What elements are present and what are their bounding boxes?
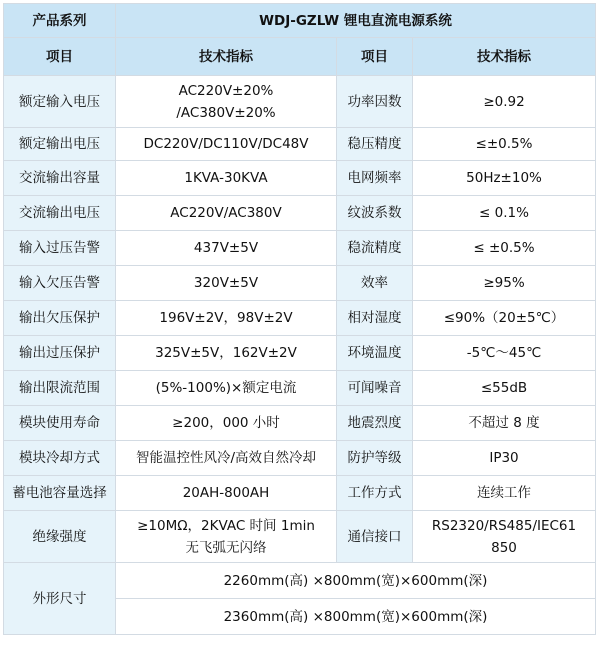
row-item2-label: 稳压精度 bbox=[337, 128, 413, 161]
table-row bbox=[4, 76, 596, 128]
row-spec2-value: -5℃～45℃ bbox=[413, 336, 596, 371]
row-item2-label: 防护等级 bbox=[337, 441, 413, 476]
row-item2-label: 稳流精度 bbox=[337, 231, 413, 266]
row-item-label: 模块使用寿命 bbox=[4, 406, 116, 441]
row-spec-value bbox=[116, 76, 337, 128]
row-spec-value: (5%-100%)×额定电流 bbox=[116, 371, 337, 406]
dimensions-label: 外形尺寸 bbox=[4, 563, 116, 635]
table-row bbox=[4, 196, 596, 231]
row-item-label: 输出限流范围 bbox=[4, 371, 116, 406]
row-spec-line-2: 无飞弧无闪络 bbox=[185, 539, 267, 556]
row-spec-line-2: /AC380V±20% bbox=[176, 104, 276, 121]
row-spec2-value: ≤ 0.1% bbox=[413, 196, 596, 231]
row-item2-label: 效率 bbox=[337, 266, 413, 301]
row-item2-label: 相对湿度 bbox=[337, 301, 413, 336]
row-spec-value: DC220V/DC110V/DC48V bbox=[116, 128, 337, 161]
table-row bbox=[4, 511, 596, 563]
dimensions-row-1 bbox=[4, 563, 596, 599]
table-row bbox=[4, 128, 596, 161]
row-spec2-value: 连续工作 bbox=[413, 476, 596, 511]
table-row bbox=[4, 266, 596, 301]
dimensions-value-2: 2360mm(高) ×800mm(宽)×600mm(深) bbox=[116, 599, 596, 635]
row-item2-label: 环境温度 bbox=[337, 336, 413, 371]
row-spec2-value: 50Hz±10% bbox=[413, 161, 596, 196]
row-spec-value: 325V±5V，162V±2V bbox=[116, 336, 337, 371]
row-spec2-value: ≤±0.5% bbox=[413, 128, 596, 161]
row-spec-value bbox=[116, 511, 337, 563]
table-row bbox=[4, 301, 596, 336]
row-spec-value: 20AH-800AH bbox=[116, 476, 337, 511]
row-spec-value: AC220V/AC380V bbox=[116, 196, 337, 231]
header-row-columns bbox=[4, 38, 596, 76]
row-spec2-value bbox=[413, 511, 596, 563]
row-item-label: 交流输出容量 bbox=[4, 161, 116, 196]
table-row bbox=[4, 371, 596, 406]
row-item-label: 蓄电池容量选择 bbox=[4, 476, 116, 511]
row-item-label: 绝缘强度 bbox=[4, 511, 116, 563]
row-item-label: 输入过压告警 bbox=[4, 231, 116, 266]
column-header-item-2: 项目 bbox=[337, 38, 413, 76]
row-spec2-line-1: RS2320/RS485/IEC61 bbox=[431, 517, 577, 534]
column-header-spec-2: 技术指标 bbox=[413, 38, 596, 76]
row-item-label: 额定输出电压 bbox=[4, 128, 116, 161]
row-spec-value: 1KVA-30KVA bbox=[116, 161, 337, 196]
row-item2-label: 地震烈度 bbox=[337, 406, 413, 441]
row-spec2-value: 不超过 8 度 bbox=[413, 406, 596, 441]
row-spec-value: 196V±2V，98V±2V bbox=[116, 301, 337, 336]
column-header-spec: 技术指标 bbox=[116, 38, 337, 76]
row-item-label: 输入欠压告警 bbox=[4, 266, 116, 301]
series-value: WDJ-GZLW 锂电直流电源系统 bbox=[116, 4, 596, 38]
row-spec2-value: IP30 bbox=[413, 441, 596, 476]
row-spec2-value: ≥95% bbox=[413, 266, 596, 301]
table-row bbox=[4, 441, 596, 476]
row-spec-line-1: ≥10MΩ，2KVAC 时间 1min bbox=[137, 517, 315, 534]
row-spec2-value: ≥0.92 bbox=[413, 76, 596, 128]
row-spec-line-1: AC220V±20% bbox=[178, 82, 274, 99]
row-item2-label: 工作方式 bbox=[337, 476, 413, 511]
table-row bbox=[4, 161, 596, 196]
row-item2-label: 通信接口 bbox=[337, 511, 413, 563]
row-item2-label: 功率因数 bbox=[337, 76, 413, 128]
dimensions-value-1: 2260mm(高) ×800mm(宽)×600mm(深) bbox=[116, 563, 596, 599]
row-item-label: 交流输出电压 bbox=[4, 196, 116, 231]
header-row-series bbox=[4, 4, 596, 38]
row-spec-value: ≥200，000 小时 bbox=[116, 406, 337, 441]
series-label: 产品系列 bbox=[4, 4, 116, 38]
row-item2-label: 纹波系数 bbox=[337, 196, 413, 231]
row-spec2-line-2: 850 bbox=[491, 539, 517, 556]
row-item-label: 输出过压保护 bbox=[4, 336, 116, 371]
row-spec-value: 320V±5V bbox=[116, 266, 337, 301]
row-spec2-value: ≤90%（20±5℃） bbox=[413, 301, 596, 336]
table-row bbox=[4, 336, 596, 371]
row-item-label: 额定输入电压 bbox=[4, 76, 116, 128]
row-spec2-value: ≤55dB bbox=[413, 371, 596, 406]
spec-table bbox=[3, 3, 596, 635]
row-spec2-value: ≤ ±0.5% bbox=[413, 231, 596, 266]
table-row bbox=[4, 406, 596, 441]
table-row bbox=[4, 231, 596, 266]
row-item-label: 输出欠压保护 bbox=[4, 301, 116, 336]
row-item-label: 模块冷却方式 bbox=[4, 441, 116, 476]
column-header-item: 项目 bbox=[4, 38, 116, 76]
row-spec-value: 智能温控性风冷/高效自然冷却 bbox=[116, 441, 337, 476]
row-spec-value: 437V±5V bbox=[116, 231, 337, 266]
row-item2-label: 电网频率 bbox=[337, 161, 413, 196]
table-row bbox=[4, 476, 596, 511]
row-item2-label: 可闻噪音 bbox=[337, 371, 413, 406]
